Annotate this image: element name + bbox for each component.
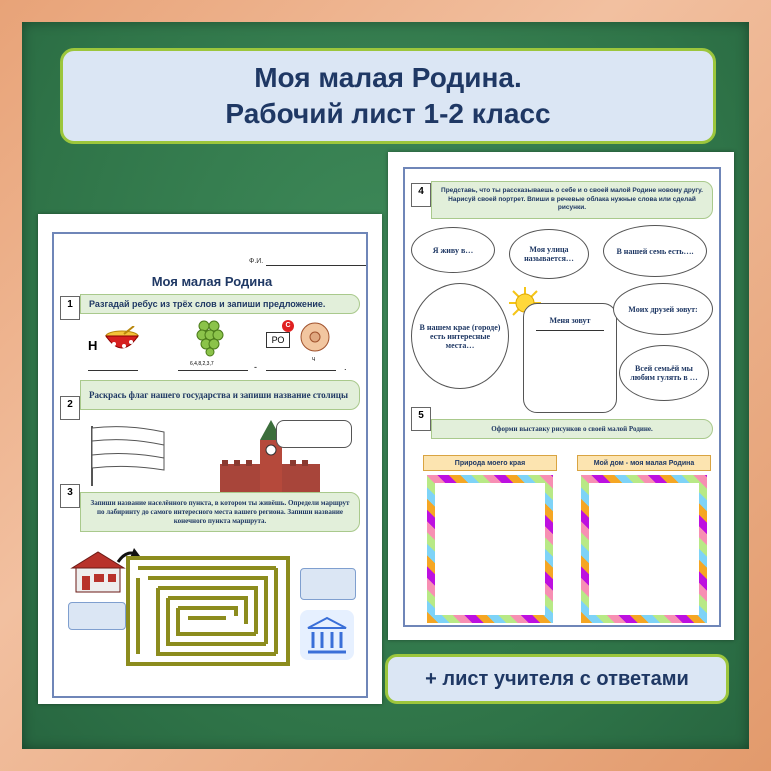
worksheet-left-preview: [38, 214, 382, 704]
task-number-5: 5: [411, 407, 431, 431]
task-5-bar: [431, 419, 713, 439]
rebus-c-badge: С: [282, 320, 294, 332]
task-number-3: 3: [60, 484, 80, 508]
worksheet-right-border: [403, 167, 721, 627]
task-2-text: Раскрась флаг нашего государства и запиши название столицы: [89, 389, 348, 400]
answer-blank-3: [266, 370, 336, 371]
maze-image: [126, 556, 290, 666]
task-3-bar: [80, 492, 360, 532]
worksheet-left-border: [52, 232, 368, 698]
task-4-text: Представь, что ты рассказываешь о себе и о своей малой Родине новому другу. Нарисуй своей портрет. Впиши в речевые облака нужные слова или сделай рисунки.: [441, 187, 703, 212]
worksheet-right-preview: [388, 152, 734, 640]
portrait-frame: [523, 303, 617, 413]
speech-bubble-6: Моих друзей зовут:: [613, 283, 713, 335]
footer-text: + лист учителя с ответами: [425, 667, 689, 690]
answer-blank-2: [178, 370, 248, 371]
task-number-4: 4: [411, 183, 431, 207]
portrait-name-label: Меня зовут: [549, 316, 591, 325]
task-1-bar: [80, 294, 360, 314]
destination-input-box: [300, 568, 356, 600]
drawing-frame-home: [581, 475, 707, 623]
rebus-sign-letter: Ч: [312, 357, 316, 363]
speech-bubble-7: Всей семьёй мы любим гулять в …: [619, 345, 709, 401]
portrait-name-line: [536, 330, 604, 331]
frame-title-nature: Природа моего края: [423, 455, 557, 471]
rebus-po: РО: [266, 332, 290, 348]
task-3-text: Запиши название населённого пункта, в котором ты живёшь. Определи маршрут по лабиринту до самого интересного места вашего региона. Запиши название конечного пункта маршрута.: [90, 498, 350, 525]
worksheet-title: Моя малая Родина: [151, 274, 273, 289]
flag-outline-icon: [88, 424, 168, 488]
capital-answer-bubble: [276, 420, 352, 448]
hometown-input-box: [68, 602, 126, 630]
pointing-hand-icon: [298, 320, 332, 354]
grapes-digits: 6,4,8,2,3,7: [190, 361, 214, 367]
name-line: [266, 265, 366, 266]
speech-bubble-4: В нашем крае (городе) есть интересные места…: [411, 283, 509, 389]
speech-bubble-2: Моя улица называется…: [509, 229, 589, 279]
rebus-dot: .: [344, 362, 347, 372]
footer-banner: [385, 654, 729, 704]
porridge-bowl-icon: [102, 326, 142, 356]
title-line-1: Моя малая Родина.: [254, 62, 522, 93]
speech-bubble-1: Я живу в…: [411, 227, 495, 273]
task-1-text: Разгадай ребус из трёх слов и запиши предложение.: [89, 298, 326, 309]
task-number-1: 1: [60, 296, 80, 320]
frame-title-home: Мой дом - моя малая Родина: [577, 455, 711, 471]
rebus-letter-n: Н: [88, 338, 98, 353]
name-label: Ф.И.: [249, 258, 264, 265]
answer-blank-1: [88, 370, 138, 371]
drawing-frame-nature: [427, 475, 553, 623]
task-number-2: 2: [60, 396, 80, 420]
grapes-icon: [194, 316, 226, 358]
speech-bubble-3: В нашей семь есть….: [603, 225, 707, 277]
task-5-text: Оформи выставку рисунков о своей малой Родине.: [491, 424, 653, 433]
title-banner: [60, 48, 716, 144]
task-2-bar: [80, 380, 360, 410]
rebus-dash: -: [254, 362, 257, 372]
museum-icon: [300, 610, 354, 660]
task-4-bar: [431, 181, 713, 219]
title-line-2: Рабочий лист 1-2 класс: [225, 98, 551, 129]
